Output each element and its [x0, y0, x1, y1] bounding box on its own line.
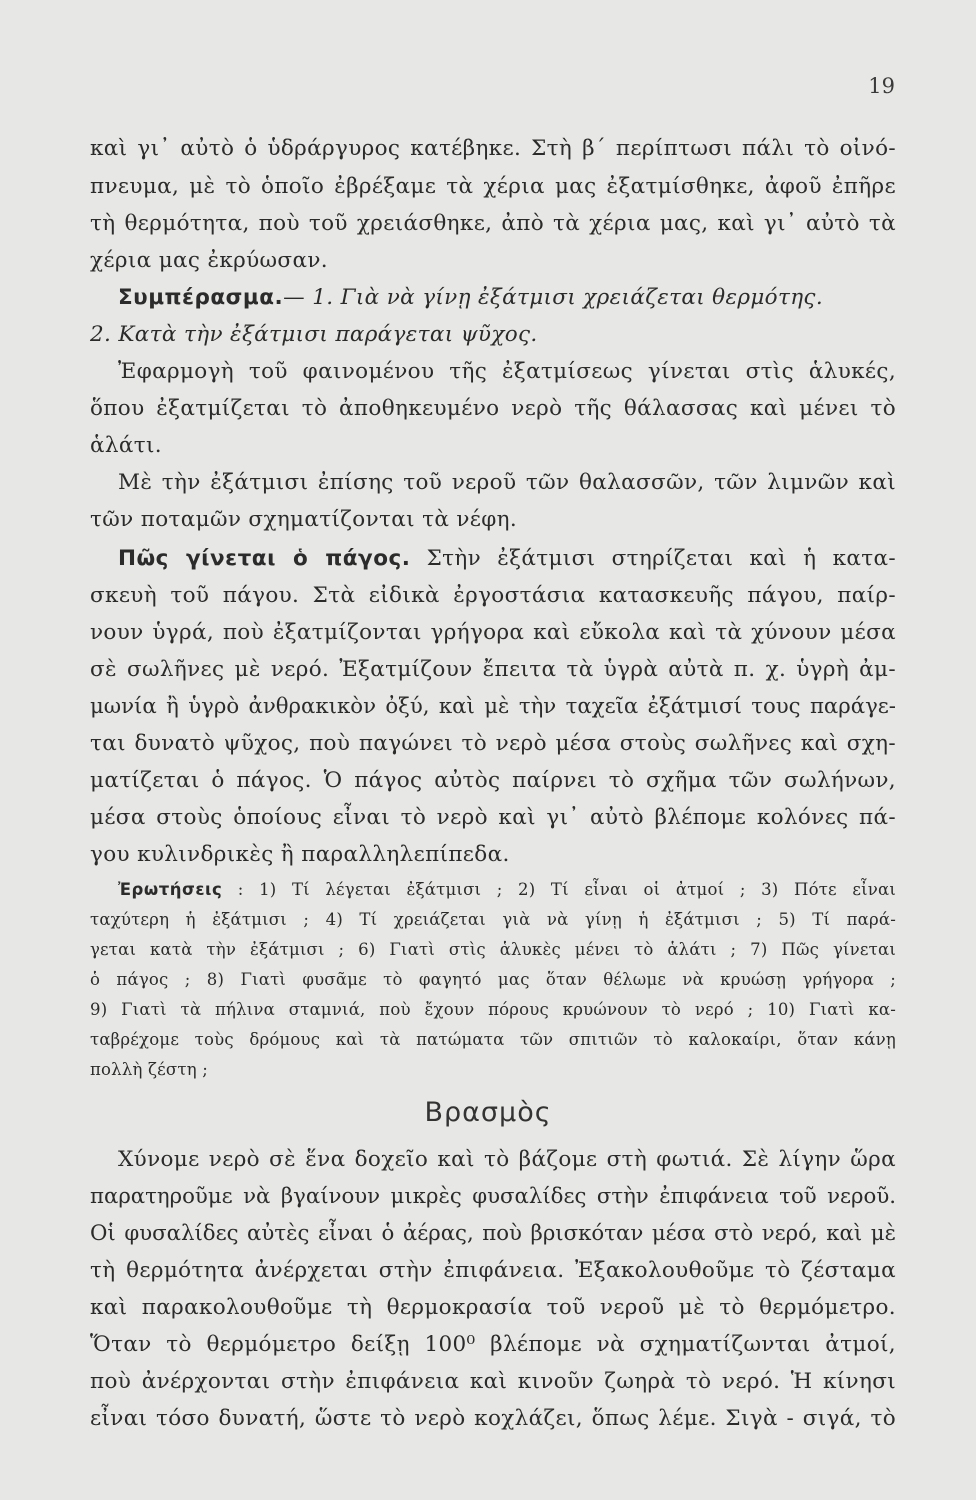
- text-line: γου κυλινδρικὲς ἢ παραλληλεπίπεδα.: [90, 842, 510, 867]
- text-line: Οἱ φυσαλίδες αὐτὲς εἶναι ὁ ἀέρας, ποὺ βρισκόταν μέσα στὸ νερό, καὶ μὲ: [90, 1221, 896, 1246]
- question-line: γεται κατὰ τὴν ἐξάτμισι ; 6) Γιατὶ στὶς ἁλυκὲς μένει τὸ ἁλάτι ; 7) Πῶς γίνεται: [90, 940, 896, 959]
- conclusion-point-1: 1. Γιὰ νὰ γίνῃ ἐξάτμισι χρειάζεται θερμότης.: [312, 285, 824, 310]
- section-title: Βρασμὸς: [424, 1097, 552, 1128]
- questions-first-line: [118, 878, 896, 902]
- question-line: ταχύτερη ἡ ἐξάτμισι ; 4) Τί χρειάζεται γιὰ νὰ γίνῃ ἡ ἐξάτμισι ; 5) Τί παρά-: [90, 910, 896, 929]
- text-line: καὶ παρακολουθοῦμε τὴ θερμοκρασία τοῦ νεροῦ μὲ τὸ θερμόμετρο.: [90, 1295, 896, 1320]
- text-line: ματίζεται ὁ πάγος. Ὁ πάγος αὐτὸς παίρνει τὸ σχῆμα τῶν σωλήνων,: [90, 768, 896, 793]
- text-line: Ἐφαρμογὴ τοῦ φαινομένου τῆς ἐξατμίσεως γίνεται στὶς ἁλυκές,: [118, 359, 896, 384]
- text-line: ἁλάτι.: [90, 433, 162, 458]
- frost-first-line: [118, 544, 896, 574]
- text-line: καὶ γι᾿ αὐτὸ ὁ ὑδράργυρος κατέβηκε. Στὴ β΄ περίπτωσι πάλι τὸ οἰνό-: [90, 136, 896, 161]
- question-line: ὁ πάγος ; 8) Γιατὶ φυσᾶμε τὸ φαγητό μας ὅταν θέλωμε νὰ κρυώσῃ γρήγορα ;: [90, 970, 896, 989]
- question-line: 9) Γιατὶ τὰ πήλινα σταμνιά, ποὺ ἔχουν πόρους κρυώνουν τὸ νερό ; 10) Γιατὶ κα-: [90, 1000, 896, 1019]
- text-line: πνευμα, μὲ τὸ ὁποῖο ἐβρέξαμε τὰ χέρια μας ἐξατμίσθηκε, ἀφοῦ ἐπῆρε: [90, 174, 896, 199]
- text-line: μωνία ἢ ὑγρὸ ἀνθρακικὸν ὀξύ, καὶ μὲ τὴν ταχεῖα ἐξάτμισί τους παράγε-: [90, 694, 896, 719]
- text-line: τὴ θερμότητα ἀνέρχεται στὴν ἐπιφάνεια. Ἐξακολουθοῦμε τὸ ζέσταμα: [90, 1258, 896, 1283]
- text-line: Χύνομε νερὸ σὲ ἕνα δοχεῖο καὶ τὸ βάζομε στὴ φωτιά. Σὲ λίγην ὥρα: [118, 1147, 896, 1172]
- text-line: εἶναι τόσο δυνατή, ὥστε τὸ νερὸ κοχλάζει, ὅπως λέμε. Σιγὰ - σιγά, τὸ: [90, 1406, 896, 1431]
- text-line: ται δυνατὸ ψῦχος, ποὺ παγώνει τὸ νερὸ μέσα στοὺς σωλῆνες καὶ σχη-: [90, 731, 896, 756]
- questions-line-rest: : 1) Τί λέγεται ἐξάτμισι ; 2) Τί εἶναι οἱ ἀτμοί ; 3) Πότε εἶναι: [222, 880, 896, 899]
- frost-line-rest: Στὴν ἐξάτμισι στηρίζεται καὶ ἡ κατα-: [410, 546, 896, 571]
- frost-heading: Πῶς γίνεται ὁ πάγος.: [118, 546, 411, 571]
- question-line: ταβρέχομε τοὺς δρόμους καὶ τὰ πατώματα τῶν σπιτιῶν τὸ καλοκαίρι, ὅταν κάνῃ: [90, 1030, 896, 1049]
- text-line: χέρια μας ἐκρύωσαν.: [90, 248, 328, 273]
- text-line: σὲ σωλῆνες μὲ νερό. Ἐξατμίζουν ἔπειτα τὰ ὑγρὰ αὐτὰ π. χ. ὑγρὴ ἀμ-: [90, 657, 896, 682]
- page-number: 19: [868, 74, 895, 98]
- text-line: νουν ὑγρά, ποὺ ἐξατμίζονται γρήγορα καὶ εὔκολα καὶ τὰ χύνουν μέσα: [90, 620, 896, 645]
- conclusion-label: Συμπέρασμα.: [118, 285, 284, 310]
- text-line: τῶν ποταμῶν σχηματίζονται τὰ νέφη.: [90, 507, 518, 532]
- text-line: Μὲ τὴν ἐξάτμισι ἐπίσης τοῦ νεροῦ τῶν θαλασσῶν, τῶν λιμνῶν καὶ: [118, 470, 896, 495]
- text-line: ὅπου ἐξατμίζεται τὸ ἀποθηκευμένο νερὸ τῆς θάλασσας καὶ μένει τὸ: [90, 396, 896, 421]
- conclusion-line: [118, 283, 896, 313]
- text-line: Ὅταν τὸ θερμόμετρο δείξῃ 100⁰ βλέπομε νὰ σχηματίζωνται ἀτμοί,: [90, 1332, 896, 1357]
- conclusion-point-2: 2. Κατὰ τὴν ἐξάτμισι παράγεται ψῦχος.: [90, 322, 538, 347]
- text-line: παρατηροῦμε νὰ βγαίνουν μικρὲς φυσαλίδες στὴν ἐπιφάνεια τοῦ νεροῦ.: [90, 1184, 896, 1209]
- text-line: ποὺ ἀνέρχονται στὴν ἐπιφάνεια καὶ κινοῦν ζωηρὰ τὸ νερό. Ἡ κίνησι: [90, 1369, 896, 1394]
- text-line: σκευὴ τοῦ πάγου. Στὰ εἰδικὰ ἐργοστάσια κατασκευῆς πάγου, παίρ-: [90, 583, 896, 608]
- text-line: τὴ θερμότητα, ποὺ τοῦ χρειάσθηκε, ἀπὸ τὰ χέρια μας, καὶ γι᾿ αὐτὸ τὰ: [90, 211, 896, 236]
- question-line: πολλὴ ζέστη ;: [90, 1060, 208, 1079]
- conclusion-dash: —: [283, 285, 313, 310]
- questions-label: Ἐρωτήσεις: [118, 880, 223, 899]
- text-line: μέσα στοὺς ὁποίους εἶναι τὸ νερὸ καὶ γι᾿ αὐτὸ βλέπομε κολόνες πά-: [90, 805, 896, 830]
